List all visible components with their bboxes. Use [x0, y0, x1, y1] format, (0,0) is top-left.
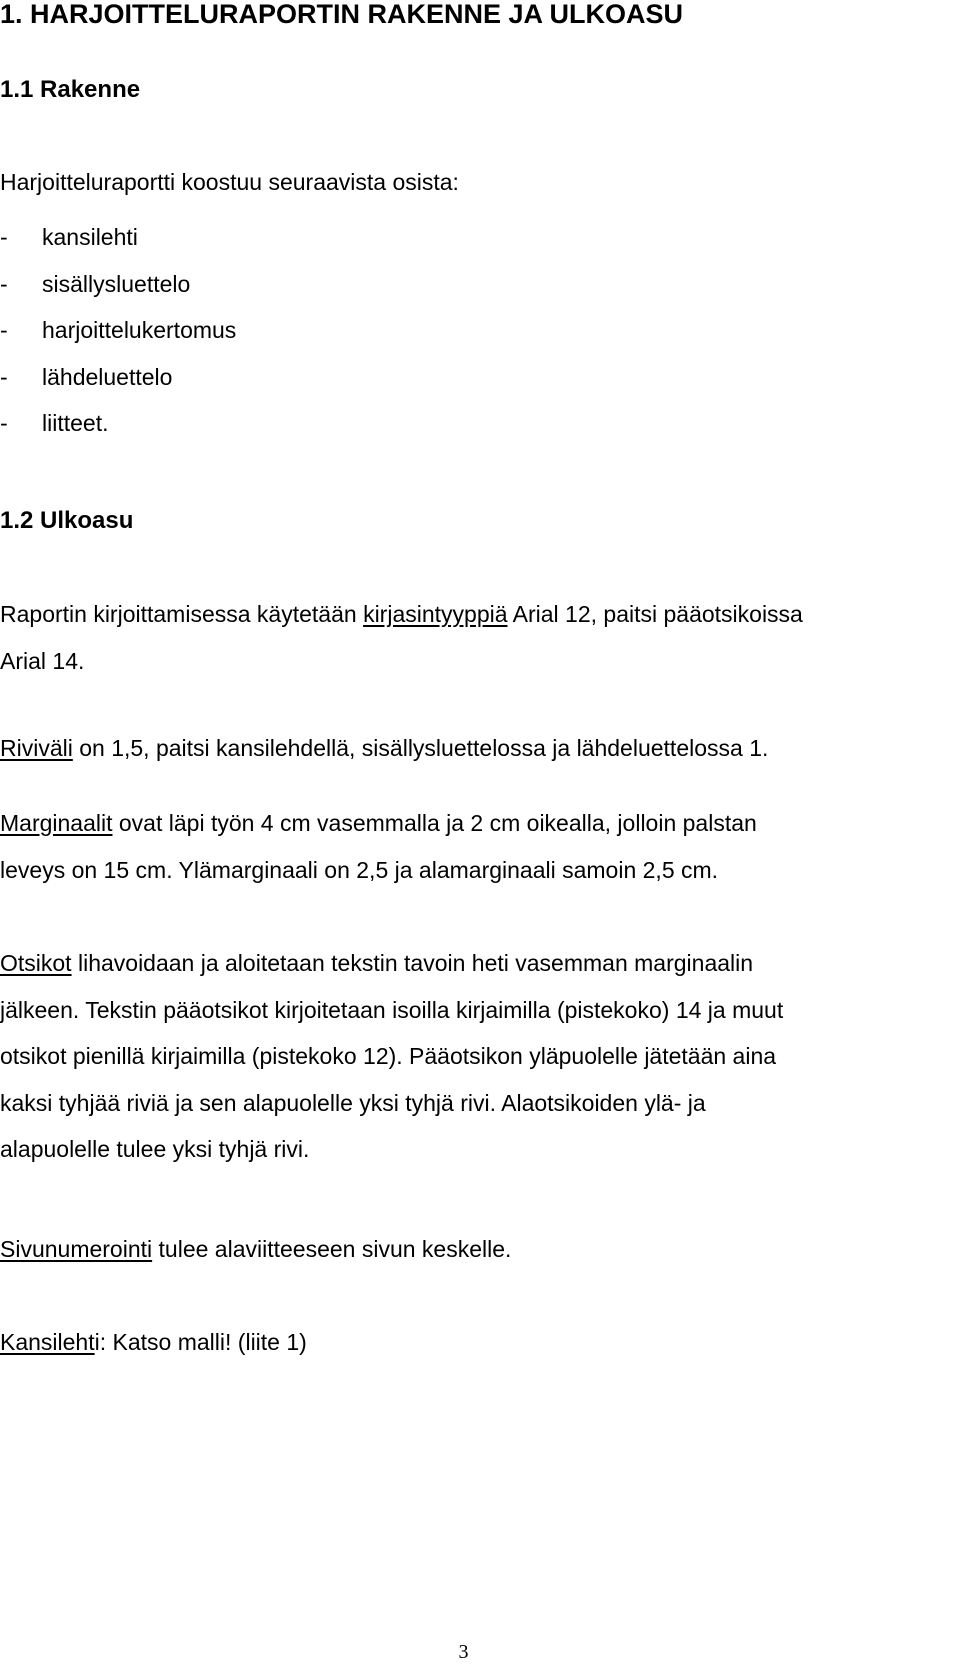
cover-text: : Katso malli! (liite 1): [99, 1329, 307, 1355]
spacing-paragraph: [0, 725, 958, 772]
numbering-text: tulee alaviitteeseen sivun keskelle.: [152, 1236, 512, 1262]
rakenne-intro: [0, 159, 958, 206]
headings-line-4: kaksi tyhjää riviä ja sen alapuolelle yksi tyhjä rivi. Alaotsikoiden ylä- ja: [0, 1089, 706, 1116]
fonts-term: kirjasintyyppiä: [363, 601, 508, 627]
cover-term: Kansileht: [0, 1329, 95, 1355]
headings-line-5: alapuolelle tulee yksi tyhjä rivi.: [0, 1136, 310, 1162]
section-heading-ulkoasu: 1.2 Ulkoasu: [0, 507, 134, 534]
headings-text: lihavoidaan ja aloitetaan tekstin tavoin heti vasemman marginaalin: [71, 950, 754, 976]
section-heading-rakenne: 1.1 Rakenne: [0, 76, 141, 103]
list-dash: -: [0, 410, 8, 436]
margins-line-1: [0, 800, 958, 847]
list-item: [0, 214, 236, 261]
numbering-line: [0, 1226, 958, 1273]
page-number: 3: [458, 1641, 469, 1663]
margins-text: ovat läpi työn 4 cm vasemmalla ja 2 cm oikealla, jolloin palstan: [112, 810, 757, 836]
fonts-text-pre: Raportin kirjoittamisessa käytetään: [0, 601, 364, 627]
rakenne-intro-text: Harjoitteluraportti koostuu seuraavista osista:: [0, 169, 459, 195]
list-item: [0, 354, 236, 401]
list-item-text: liitteet.: [42, 410, 109, 436]
list-dash: -: [0, 317, 8, 343]
list-item-text: lähdeluettelo: [42, 363, 173, 390]
list-dash: -: [0, 363, 8, 390]
list-item: [0, 261, 236, 308]
list-item-text: sisällysluettelo: [42, 270, 191, 297]
list-item: [0, 307, 236, 354]
numbering-term: Sivunumerointi: [0, 1236, 153, 1262]
margins-paragraph: [0, 800, 958, 893]
fonts-paragraph: [0, 591, 958, 684]
margins-term: Marginaalit: [0, 810, 113, 836]
headings-line-1: [0, 940, 958, 987]
list-item: [0, 400, 236, 447]
fonts-line-2: Arial 14.: [0, 647, 85, 674]
list-item-text: kansilehti: [42, 224, 138, 250]
list-dash: -: [0, 270, 8, 297]
list-dash: -: [0, 224, 8, 250]
list-item-text: harjoittelukertomus: [42, 317, 237, 343]
spacing-text: on 1,5, paitsi kansilehdellä, sisällysluettelossa ja lähdeluettelossa 1.: [72, 735, 769, 761]
spacing-term: Riviväli: [0, 735, 73, 761]
parts-list: [0, 214, 236, 447]
cover-paragraph: [0, 1319, 958, 1366]
headings-term: Otsikot: [0, 950, 72, 976]
margins-line-2: leveys on 15 cm. Ylämarginaali on 2,5 ja alamarginaali samoin 2,5 cm.: [0, 856, 719, 883]
headings-line-2: jälkeen. Tekstin pääotsikot kirjoitetaan isoilla kirjaimilla (pistekoko) 14 ja muut: [0, 996, 784, 1023]
numbering-paragraph: [0, 1226, 958, 1273]
headings-line-3: otsikot pienillä kirjaimilla (pistekoko 12). Pääotsikon yläpuolelle jätetään aina: [0, 1043, 777, 1069]
cover-term-rest: i: [94, 1329, 100, 1355]
main-heading: 1. HARJOITTELURAPORTIN RAKENNE JA ULKOASU: [0, 0, 684, 29]
fonts-line-1: [0, 591, 958, 638]
headings-paragraph: [0, 940, 958, 1173]
spacing-line: [0, 725, 958, 772]
cover-line: [0, 1319, 958, 1366]
fonts-text-post: Arial 12, paitsi pääotsikoissa: [507, 601, 803, 627]
